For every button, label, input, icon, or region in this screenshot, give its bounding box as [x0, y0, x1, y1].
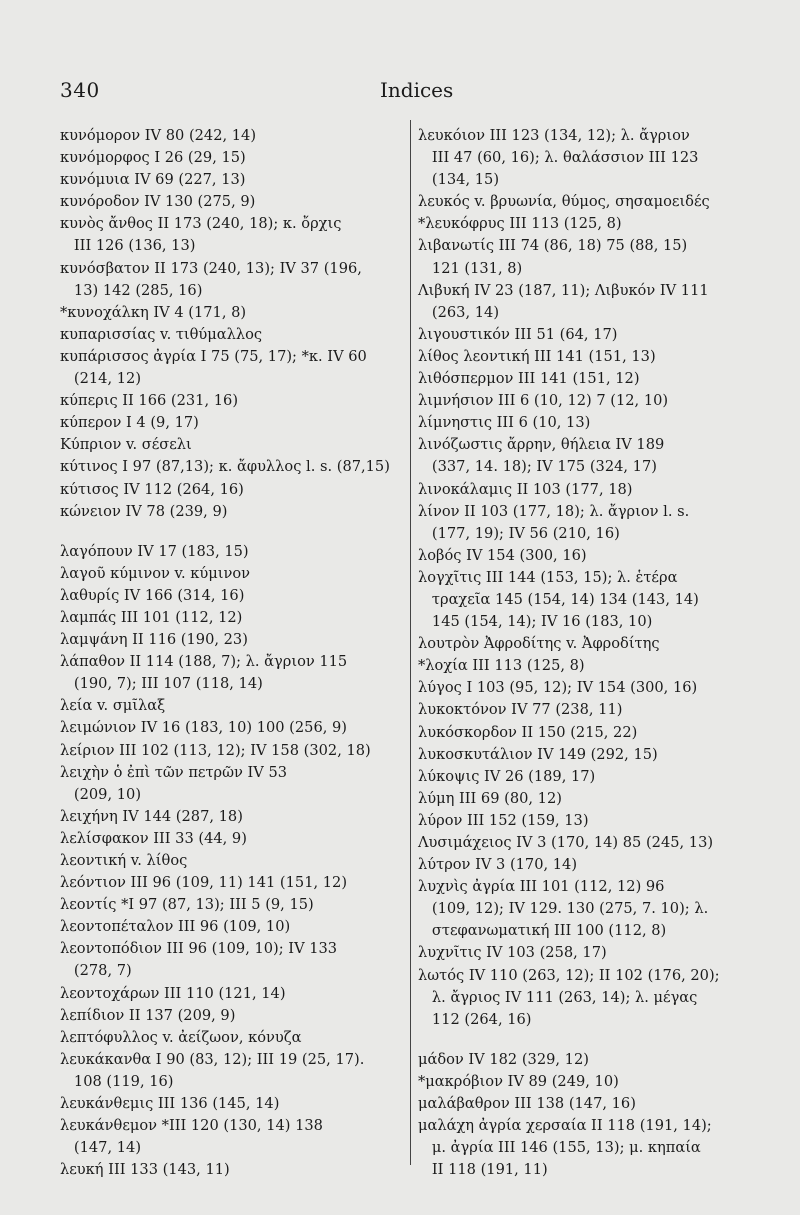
index-entry	[60, 828, 410, 850]
index-entry-line: λ. ἄγριος IV 111 (263, 14); λ. μέγας	[418, 988, 698, 1006]
index-entry	[418, 346, 780, 368]
index-entry-line: (147, 14)	[60, 1139, 142, 1157]
index-entry	[60, 607, 410, 629]
index-entry-line: λεοντοπόδιον III 96 (109, 10); IV 133	[60, 940, 338, 958]
index-entry-line: *κυνοχάλκη IV 4 (171, 8)	[60, 303, 247, 321]
index-entry-line: λειχήνη IV 144 (287, 18)	[60, 807, 243, 825]
index-entry	[60, 872, 410, 894]
index-entry-line: κυνόσβατον II 173 (240, 13); IV 37 (196,	[60, 259, 362, 277]
index-entry-line: λύμη III 69 (80, 12)	[418, 789, 562, 807]
index-entry	[418, 965, 780, 1031]
index-entry	[418, 832, 780, 854]
index-entry-line: λαμψάνη II 116 (190, 23)	[60, 631, 248, 649]
index-entry-line: λίθος λεοντική III 141 (151, 13)	[418, 347, 656, 365]
index-entry	[418, 1115, 780, 1181]
index-entry-line: 13) 142 (285, 16)	[60, 281, 203, 299]
index-entry	[60, 740, 410, 762]
index-entry-line: κύτισος IV 112 (264, 16)	[60, 480, 244, 498]
index-entry	[60, 125, 410, 147]
index-entry-line: λογχῖτις III 144 (153, 15); λ. ἑτέρα	[418, 568, 678, 586]
index-entry	[60, 147, 410, 169]
index-entry-line: 121 (131, 8)	[418, 259, 523, 277]
index-entry-line: κυνὸς ἄνθος II 173 (240, 18); κ. ὄρχις	[60, 215, 342, 233]
index-entry-line: (263, 14)	[418, 303, 500, 321]
index-entry-line: 108 (119, 16)	[60, 1072, 174, 1090]
index-entry-line: κύπερον I 4 (9, 17)	[60, 414, 199, 432]
index-entry	[418, 434, 780, 478]
index-entry-line: λελίσφακον III 33 (44, 9)	[60, 829, 247, 847]
index-entry-line: κύτινος I 97 (87,13); κ. ἄφυλλος l. s. (87,15)	[60, 458, 390, 476]
index-entry-line: λυκόσκορδον II 150 (215, 22)	[418, 723, 638, 741]
index-entry-line: λευκάκανθα I 90 (83, 12); III 19 (25, 17).	[60, 1050, 365, 1068]
index-entry-line: λιθόσπερμον III 141 (151, 12)	[418, 370, 640, 388]
index-entry-line: λύκοψις IV 26 (189, 17)	[418, 767, 596, 785]
index-entry-line: λευκάνθεμον *III 120 (130, 14) 138	[60, 1117, 323, 1135]
index-entry	[60, 1049, 410, 1093]
index-entry-line: λιμνήσιον III 6 (10, 12) 7 (12, 10)	[418, 392, 669, 410]
index-entry	[418, 1093, 780, 1115]
index-entry-line: III 126 (136, 13)	[60, 237, 196, 255]
index-entry	[60, 629, 410, 651]
index-entry	[60, 1027, 410, 1049]
index-entry-line: *λευκόφρυς III 113 (125, 8)	[418, 215, 622, 233]
index-entry-line: II 118 (191, 11)	[418, 1161, 548, 1179]
index-entry-line: λεοντοχάρων III 110 (121, 14)	[60, 984, 286, 1002]
index-entry-line: μαλάβαθρον III 138 (147, 16)	[418, 1095, 636, 1113]
index-entry-line: λυκοκτόνον IV 77 (238, 11)	[418, 701, 623, 719]
index-entry	[60, 346, 410, 390]
index-entry-line: λευκάνθεμις III 136 (145, 14)	[60, 1095, 280, 1113]
index-entry	[418, 876, 780, 942]
index-entry-line: (214, 12)	[60, 370, 142, 388]
index-entry	[60, 541, 410, 563]
index-entry-line: λύγος I 103 (95, 12); IV 154 (300, 16)	[418, 679, 698, 697]
index-entry-line: (209, 10)	[60, 785, 142, 803]
index-entry-line: Λυσιμάχειος IV 3 (170, 14) 85 (245, 13)	[418, 834, 714, 851]
index-entry-line: λυχνῖτις IV 103 (258, 17)	[418, 944, 607, 962]
index-entry	[60, 169, 410, 191]
index-entry-line: λιγουστικόν III 51 (64, 17)	[418, 325, 618, 343]
index-entry-line: III 47 (60, 16); λ. θαλάσσιον III 123	[418, 149, 699, 167]
index-entry	[418, 810, 780, 832]
index-entry	[60, 501, 410, 523]
index-entry-line: λινοκάλαμις II 103 (177, 18)	[418, 480, 633, 498]
index-entry	[60, 434, 410, 456]
index-entry	[60, 191, 410, 213]
index-entry	[60, 213, 410, 257]
index-entry-line: λωτός IV 110 (263, 12); II 102 (176, 20);	[418, 966, 720, 984]
index-entry-line: λευκόιον III 123 (134, 12); λ. ἄγριον	[418, 127, 690, 144]
index-entry-line: λευκός v. βρυωνία, θύμος, σησαμοειδές	[418, 193, 710, 211]
index-entry	[418, 766, 780, 788]
index-entry-line: λεόντιον III 96 (109, 11) 141 (151, 12)	[60, 874, 348, 892]
index-entry-line: (177, 19); IV 56 (210, 16)	[418, 524, 620, 542]
section-gap	[60, 523, 410, 541]
index-entry-line: λύρον III 152 (159, 13)	[418, 811, 589, 829]
index-entry-line: Κύπριον v. σέσελι	[60, 436, 192, 454]
index-entry	[60, 1159, 410, 1181]
index-entry-line: λειχὴν ὁ ἐπὶ τῶν πετρῶν IV 53	[60, 763, 288, 781]
index-entry	[60, 1115, 410, 1159]
index-entry-line: τραχεῖα 145 (154, 14) 134 (143, 14)	[418, 590, 699, 608]
index-entry	[418, 125, 780, 191]
index-entry-line: λεπτόφυλλος v. ἀείζωον, κόνυζα	[60, 1028, 302, 1046]
index-entry	[418, 722, 780, 744]
index-entry	[418, 390, 780, 412]
index-entry-line: μ. ἀγρία III 146 (155, 13); μ. κηπαία	[418, 1139, 701, 1157]
index-entry	[418, 280, 780, 324]
index-entry	[418, 942, 780, 964]
index-entry-line: λεοντική v. λίθος	[60, 852, 188, 869]
index-entry-line: μαλάχη ἀγρία χερσαία II 118 (191, 14);	[418, 1117, 712, 1135]
index-entry-line: (190, 7); III 107 (118, 14)	[60, 675, 263, 693]
index-entry-line: λειμώνιον IV 16 (183, 10) 100 (256, 9)	[60, 719, 347, 737]
running-title: Indices	[380, 78, 454, 102]
index-entry-line: κώνειον IV 78 (239, 9)	[60, 502, 228, 520]
column-divider	[410, 120, 411, 1165]
index-entry-line: λίμνηστις III 6 (10, 13)	[418, 414, 591, 432]
index-entry	[418, 677, 780, 699]
page-number: 340	[60, 78, 100, 102]
index-entry-line: λεπίδιον II 137 (209, 9)	[60, 1006, 236, 1024]
index-entry-line: λεία v. σμῖλαξ	[60, 697, 166, 715]
index-entry-line: κύπερις II 166 (231, 16)	[60, 392, 239, 410]
index-entry-line: λυχνὶς ἀγρία III 101 (112, 12) 96	[418, 878, 665, 896]
index-entry	[60, 324, 410, 346]
index-entry	[418, 324, 780, 346]
index-entry-line: λαθυρίς IV 166 (314, 16)	[60, 586, 245, 604]
index-entry-line: μάδον IV 182 (329, 12)	[418, 1050, 589, 1068]
index-entry	[418, 501, 780, 545]
index-entry-line: λουτρὸν Ἀφροδίτης v. Ἀφροδίτης	[418, 635, 660, 653]
index-entry	[418, 368, 780, 390]
index-entry	[418, 1071, 780, 1093]
index-entry-line: (134, 15)	[418, 171, 500, 189]
index-entry	[418, 788, 780, 810]
index-column-right	[418, 125, 780, 1181]
index-entry-line: κυνόμυια IV 69 (227, 13)	[60, 171, 246, 189]
index-entry-line: λείριον III 102 (113, 12); IV 158 (302, 18)	[60, 741, 371, 759]
index-entry	[418, 633, 780, 655]
index-entry-line: κυπάρισσος ἀγρία I 75 (75, 17); *κ. IV 60	[60, 347, 367, 365]
index-entry-line: κυνόροδον IV 130 (275, 9)	[60, 193, 256, 211]
index-entry	[60, 585, 410, 607]
index-entry-line: λοβός IV 154 (300, 16)	[418, 546, 587, 564]
index-entry	[60, 762, 410, 806]
index-entry-line: *λοχία III 113 (125, 8)	[418, 657, 585, 675]
index-entry	[418, 655, 780, 677]
index-entry-line: (109, 12); IV 129. 130 (275, 7. 10); λ.	[418, 900, 709, 918]
index-entry-line: (337, 14. 18); IV 175 (324, 17)	[418, 458, 657, 476]
index-entry-line: λεοντίς *I 97 (87, 13); III 5 (9, 15)	[60, 896, 314, 914]
section-gap	[418, 1031, 780, 1049]
index-entry	[60, 1093, 410, 1115]
index-entry-line: λίνον II 103 (177, 18); λ. ἄγριον l. s.	[418, 502, 690, 520]
index-entry	[418, 699, 780, 721]
index-entry	[418, 235, 780, 279]
index-entry	[60, 390, 410, 412]
index-entry	[418, 191, 780, 213]
index-column-left	[60, 125, 410, 1181]
index-entry	[60, 1005, 410, 1027]
index-entry-line: στεφανωματική III 100 (112, 8)	[418, 922, 667, 940]
index-entry-line: *μακρόβιον IV 89 (249, 10)	[418, 1072, 619, 1090]
index-entry-line: λυκοσκυτάλιον IV 149 (292, 15)	[418, 745, 658, 763]
index-entry	[60, 302, 410, 324]
index-entry-line: λιβανωτίς III 74 (86, 18) 75 (88, 15)	[418, 237, 688, 255]
index-entry	[60, 412, 410, 434]
index-entry-line: λάπαθον II 114 (188, 7); λ. ἄγριον 115	[60, 653, 348, 671]
index-entry	[418, 412, 780, 434]
index-entry-line: Λιβυκή IV 23 (187, 11); Λιβυκόν IV 111	[418, 281, 709, 299]
index-entry	[418, 744, 780, 766]
index-entry	[60, 717, 410, 739]
index-entry	[418, 854, 780, 876]
index-entry	[418, 479, 780, 501]
index-entry-line: λεοντοπέταλον III 96 (109, 10)	[60, 918, 291, 936]
index-entry-line: λύτρον IV 3 (170, 14)	[418, 856, 578, 874]
index-entry	[60, 479, 410, 501]
index-entry-line: λαμπάς III 101 (112, 12)	[60, 608, 243, 626]
index-entry	[60, 894, 410, 916]
index-entry	[418, 1049, 780, 1071]
index-entry	[60, 258, 410, 302]
index-entry	[418, 567, 780, 633]
index-entry	[418, 545, 780, 567]
index-entry	[60, 695, 410, 717]
index-entry	[60, 850, 410, 872]
index-entry	[60, 651, 410, 695]
index-entry	[60, 456, 410, 478]
index-entry	[418, 213, 780, 235]
index-entry-line: κυνόμορφος I 26 (29, 15)	[60, 149, 246, 167]
index-entry-line: 112 (264, 16)	[418, 1010, 532, 1028]
index-entry	[60, 916, 410, 938]
index-entry	[60, 563, 410, 585]
index-entry	[60, 806, 410, 828]
index-entry-line: 145 (154, 14); IV 16 (183, 10)	[418, 613, 653, 631]
index-entry-line: λινόζωστις ἄρρην, θήλεια IV 189	[418, 436, 665, 454]
index-entry-line: λαγοῦ κύμινον v. κύμινον	[60, 564, 251, 582]
index-entry-line: λευκή III 133 (143, 11)	[60, 1161, 230, 1179]
page-header	[60, 78, 750, 108]
index-entry	[60, 938, 410, 982]
index-entry-line: λαγόπουν IV 17 (183, 15)	[60, 542, 249, 560]
index-entry-line: (278, 7)	[60, 962, 132, 980]
index-entry-line: κυπαρισσίας v. τιθύμαλλος	[60, 325, 263, 343]
index-entry-line: κυνόμορον IV 80 (242, 14)	[60, 127, 257, 144]
index-entry	[60, 983, 410, 1005]
